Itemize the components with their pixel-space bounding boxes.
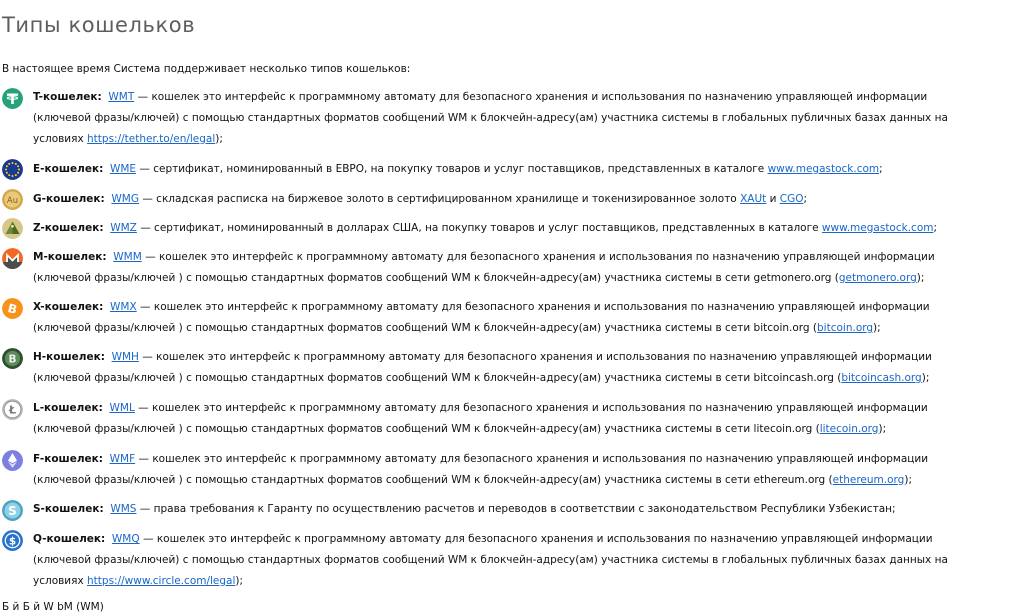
wallet-description-middle: и xyxy=(766,193,780,205)
wallet-code-link[interactable]: WMS xyxy=(110,503,137,515)
catalog-link[interactable]: www.megastock.com xyxy=(767,163,880,175)
wallet-name: S-кошелек: xyxy=(33,503,104,515)
monero-icon xyxy=(2,248,23,269)
cgo-link[interactable]: CGO xyxy=(779,193,804,205)
wallet-description: (ключевой фразы/ключей) с помощью стандартных форматов сообщений WM к блокчейн-адресу(ам) участника системы в глобальных публичных базах данных на xyxy=(33,112,948,124)
wallet-description: (ключевой фразы/ключей ) с помощью стандартных форматов сообщений WM к блокчейн-адресу(ам) участника системы в сети ethereum.org ( xyxy=(33,474,833,486)
svg-text:Ł: Ł xyxy=(8,403,17,417)
terms-link[interactable]: https://tether.to/en/legal xyxy=(87,133,216,145)
wallet-code-link[interactable]: WMX xyxy=(110,301,137,313)
wallet-name: Z-кошелек: xyxy=(33,222,104,234)
svg-text:S: S xyxy=(8,504,17,518)
wallet-description-tail: ); xyxy=(921,372,930,384)
wallet-description: — кошелек это интерфейс к программному автомату для безопасного хранения и использования по назначению управляющей информации xyxy=(135,453,929,465)
pyramid-icon xyxy=(2,218,23,239)
bitcoin-icon xyxy=(2,298,23,319)
litecoin-icon xyxy=(2,399,23,420)
wallet-description-tail: ); xyxy=(916,272,925,284)
wallet-description: (ключевой фразы/ключей ) с помощью стандартных форматов сообщений WM к блокчейн-адресу(ам) участника системы в сети bitcoin.org ( xyxy=(33,322,818,334)
wallet-description: — кошелек это интерфейс к программному автомату для безопасного хранения и использования по назначению управляющей информации xyxy=(138,351,932,363)
catalog-link[interactable]: www.megastock.com xyxy=(821,222,934,234)
wallet-description: (ключевой фразы/ключей ) с помощью стандартных форматов сообщений WM к блокчейн-адресу(ам) участника системы в сети bitcoincash.org ( xyxy=(33,372,842,384)
network-link[interactable]: litecoin.org xyxy=(819,423,879,435)
wallet-description: — кошелек это интерфейс к программному автомату для безопасного хранения и использования по назначению управляющей информации xyxy=(141,251,935,263)
wallet-description: — сертификат, номинированный в долларах США, на покупку товаров и услуг поставщиков, представленных в каталоге xyxy=(136,222,822,234)
wallet-name: M-кошелек: xyxy=(33,251,107,263)
xaut-link[interactable]: XAUt xyxy=(740,193,767,205)
network-link[interactable]: bitcoincash.org xyxy=(841,372,922,384)
gold-coin-icon xyxy=(2,189,23,210)
svg-text:B: B xyxy=(8,353,17,366)
wallet-code-link[interactable]: WME xyxy=(109,163,137,175)
wallet-name: X-кошелек: xyxy=(33,301,104,313)
wallet-code-link[interactable]: WMM xyxy=(113,251,142,263)
wallet-description-tail: ; xyxy=(879,163,883,175)
wallet-description: — кошелек это интерфейс к программному автомату для безопасного хранения и использования по назначению управляющей информации xyxy=(139,533,933,545)
network-link[interactable]: ethereum.org xyxy=(832,474,905,486)
wallet-description: — кошелек это интерфейс к программному автомату для безопасного хранения и использования по назначению управляющей информации xyxy=(136,301,930,313)
euro-stars-icon xyxy=(2,159,23,180)
wallet-description: — складская расписка на биржевое золото в сертифицированном хранилище и токенизированное золото xyxy=(139,193,741,205)
svg-text:$: $ xyxy=(8,535,17,548)
som-icon xyxy=(2,500,23,521)
wallet-name: E-кошелек: xyxy=(33,163,104,175)
ethereum-icon xyxy=(2,450,23,471)
wallet-name: H-кошелек: xyxy=(33,351,105,363)
wallet-description: (ключевой фразы/ключей ) с помощью стандартных форматов сообщений WM к блокчейн-адресу(ам) участника системы в сети getmonero.org ( xyxy=(33,272,839,284)
wallet-code-link[interactable]: WMT xyxy=(108,91,135,103)
wallet-description: условиях xyxy=(33,575,88,587)
wallet-code-link[interactable]: WMQ xyxy=(111,533,140,545)
wallet-description-tail: ); xyxy=(904,474,912,486)
wallet-description: (ключевой фразы/ключей) с помощью стандартных форматов сообщений WM к блокчейн-адресу(ам) участника системы в глобальных публичных базах данных на xyxy=(33,554,948,566)
wallet-name: G-кошелек: xyxy=(33,193,105,205)
wallet-name: Q-кошелек: xyxy=(33,533,106,545)
svg-text:B: B xyxy=(6,301,19,317)
wallet-name: F-кошелек: xyxy=(33,453,103,465)
wallet-code-link[interactable]: WMH xyxy=(111,351,139,363)
wallet-code-link[interactable]: WMZ xyxy=(110,222,137,234)
wallet-description-tail: ; xyxy=(803,193,808,205)
wallet-name: T-кошелек: xyxy=(33,91,102,103)
terms-link[interactable]: https://www.circle.com/legal xyxy=(87,575,236,587)
footer-text-partial: Б й Б й W bM (WM) xyxy=(2,601,104,613)
wallet-name: L-кошелек: xyxy=(33,402,103,414)
wallet-description-tail: ); xyxy=(215,133,223,145)
wallet-description-tail: ); xyxy=(235,575,244,587)
wallet-description: — кошелек это интерфейс к программному автомату для безопасного хранения и использования по назначению управляющей информации xyxy=(134,402,928,414)
tether-icon xyxy=(2,88,23,109)
wallet-description: — права требования к Гаранту по осуществлению расчетов и переводов в соответствии с законодательством Республики Узбекистан; xyxy=(136,503,896,515)
page-title: Типы кошельков xyxy=(2,13,196,37)
wallet-code-link[interactable]: WMF xyxy=(109,453,136,465)
network-link[interactable]: getmonero.org xyxy=(838,272,917,284)
wallet-description-tail: ); xyxy=(873,322,881,334)
wallet-description: — кошелек это интерфейс к программному автомату для безопасного хранения и использования по назначению управляющей информации xyxy=(134,91,928,103)
wallet-code-link[interactable]: WML xyxy=(109,402,135,414)
wallet-description: (ключевой фразы/ключей ) с помощью стандартных форматов сообщений WM к блокчейн-адресу(ам) участника системы в сети litecoin.org ( xyxy=(33,423,820,435)
intro-text: В настоящее время Система поддерживает несколько типов кошельков: xyxy=(2,63,411,75)
network-link[interactable]: bitcoin.org xyxy=(817,322,874,334)
wallet-description-tail: ; xyxy=(933,222,938,234)
usdc-icon xyxy=(2,530,23,551)
wallet-code-link[interactable]: WMG xyxy=(111,193,139,205)
svg-text:Au: Au xyxy=(6,196,19,206)
wallet-description: условиях xyxy=(33,133,88,145)
wallet-description-tail: ); xyxy=(878,423,887,435)
bitcoin-cash-icon xyxy=(2,348,23,369)
wallet-description: — сертификат, номинированный в ЕВРО, на покупку товаров и услуг поставщиков, представленных в каталоге xyxy=(136,163,768,175)
